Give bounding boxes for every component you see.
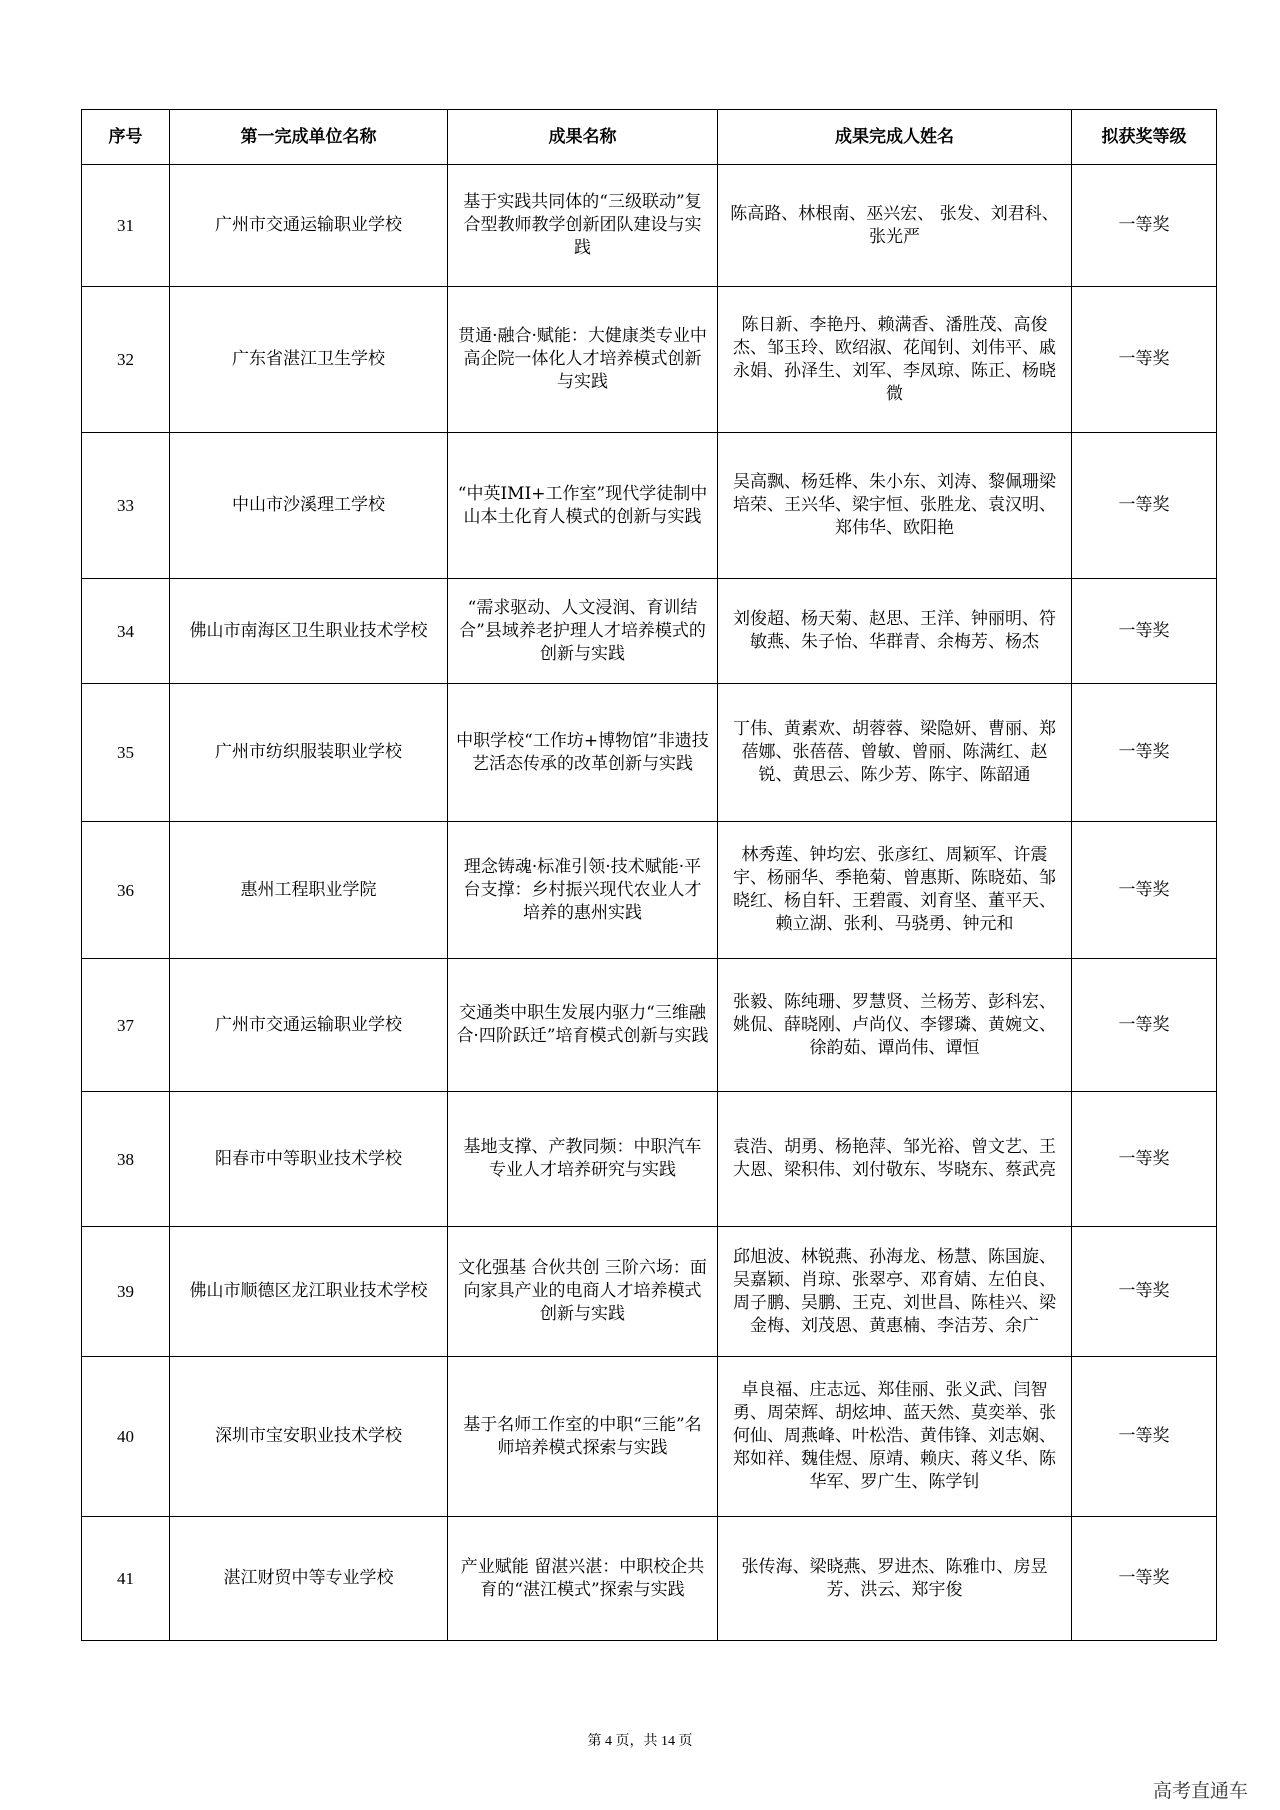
table-row <box>82 579 1217 684</box>
unit-name: 湛江财贸中等专业学校 <box>170 1517 448 1641</box>
row-number: 37 <box>82 959 170 1092</box>
unit-name: 中山市沙溪理工学校 <box>170 433 448 579</box>
table-row <box>82 287 1217 433</box>
unit-name: 佛山市南海区卫生职业技术学校 <box>170 579 448 684</box>
achievement-title: 基于实践共同体的“三级联动”复合型教师教学创新团队建设与实践 <box>448 165 718 287</box>
row-number: 40 <box>82 1357 170 1517</box>
achievement-title: 交通类中职生发展内驱力“三维融合·四阶跃迁”培育模式创新与实践 <box>448 959 718 1092</box>
award-level: 一等奖 <box>1072 165 1217 287</box>
award-level: 一等奖 <box>1072 287 1217 433</box>
award-level: 一等奖 <box>1072 1227 1217 1357</box>
team-members: 邱旭波、林锐燕、孙海龙、杨慧、陈国旋、吴嘉颖、肖琼、张翠亭、邓育婧、左伯良、周子鹏、吴鹏、王克、刘世昌、陈桂兴、梁金梅、刘茂恩、黄惠楠、李洁芳、余广 <box>718 1227 1072 1357</box>
achievement-title: 基于名师工作室的中职“三能”名师培养模式探索与实践 <box>448 1357 718 1517</box>
row-number: 31 <box>82 165 170 287</box>
page-footer: 第 4 页，共 14 页 <box>587 1734 693 1749</box>
awards-table <box>81 109 1217 1641</box>
team-members: 吴高飘、杨廷桦、朱小东、刘涛、黎佩珊梁培荣、王兴华、梁宇恒、张胜龙、袁汉明、郑伟华、欧阳艳 <box>718 433 1072 579</box>
header-no: 序号 <box>82 110 170 165</box>
award-level: 一等奖 <box>1072 1357 1217 1517</box>
table-row <box>82 684 1217 822</box>
award-level: 一等奖 <box>1072 579 1217 684</box>
unit-name: 广州市纺织服装职业学校 <box>170 684 448 822</box>
header-award: 拟获奖等级 <box>1072 110 1217 165</box>
award-level: 一等奖 <box>1072 1517 1217 1641</box>
table-row <box>82 1092 1217 1227</box>
row-number: 35 <box>82 684 170 822</box>
unit-name: 深圳市宝安职业技术学校 <box>170 1357 448 1517</box>
table-row <box>82 165 1217 287</box>
row-number: 41 <box>82 1517 170 1641</box>
team-members: 袁浩、胡勇、杨艳萍、邹光裕、曾文艺、王大恩、梁积伟、刘付敬东、岑晓东、蔡武亮 <box>718 1092 1072 1227</box>
header-people: 成果完成人姓名 <box>718 110 1072 165</box>
award-level: 一等奖 <box>1072 959 1217 1092</box>
table-row <box>82 822 1217 959</box>
table-row <box>82 1227 1217 1357</box>
table-header-row <box>82 110 1217 165</box>
row-number: 38 <box>82 1092 170 1227</box>
row-number: 34 <box>82 579 170 684</box>
row-number: 36 <box>82 822 170 959</box>
table-row <box>82 433 1217 579</box>
header-title: 成果名称 <box>448 110 718 165</box>
table-row <box>82 1357 1217 1517</box>
row-number: 39 <box>82 1227 170 1357</box>
achievement-title: 贯通·融合·赋能：大健康类专业中高企院一体化人才培养模式创新与实践 <box>448 287 718 433</box>
header-unit: 第一完成单位名称 <box>170 110 448 165</box>
achievement-title: “中英IMI+工作室”现代学徒制中山本土化育人模式的创新与实践 <box>448 433 718 579</box>
team-members: 卓良福、庄志远、郑佳丽、张义武、闫智勇、周荣辉、胡炫坤、蓝天然、莫奕举、张何仙、周燕峰、叶松浩、黄伟锋、刘志娴、郑如祥、魏佳煜、原靖、赖庆、蒋义华、陈华军、罗广生、陈学钊 <box>718 1357 1072 1517</box>
team-members: 陈高路、林根南、巫兴宏、 张发、刘君科、张光严 <box>718 165 1072 287</box>
unit-name: 广东省湛江卫生学校 <box>170 287 448 433</box>
unit-name: 阳春市中等职业技术学校 <box>170 1092 448 1227</box>
table-row <box>82 1517 1217 1641</box>
unit-name: 惠州工程职业学院 <box>170 822 448 959</box>
award-level: 一等奖 <box>1072 433 1217 579</box>
team-members: 林秀莲、钟均宏、张彦红、周颖军、许震宇、杨丽华、季艳菊、曾惠斯、陈晓茹、邹晓红、杨自轩、王碧霞、刘育坚、董平天、赖立湖、张利、马骁勇、钟元和 <box>718 822 1072 959</box>
team-members: 张传海、梁晓燕、罗进杰、陈雅巾、房昱芳、洪云、郑宇俊 <box>718 1517 1072 1641</box>
achievement-title: 理念铸魂·标准引领·技术赋能·平台支撑：乡村振兴现代农业人才培养的惠州实践 <box>448 822 718 959</box>
award-level: 一等奖 <box>1072 1092 1217 1227</box>
achievement-title: 基地支撑、产教同频：中职汽车专业人才培养研究与实践 <box>448 1092 718 1227</box>
team-members: 张毅、陈纯珊、罗慧贤、兰杨芳、彭科宏、姚侃、薛晓刚、卢尚仪、李镠璘、黄婉文、徐韵茹、谭尚伟、谭恒 <box>718 959 1072 1092</box>
award-level: 一等奖 <box>1072 822 1217 959</box>
unit-name: 广州市交通运输职业学校 <box>170 959 448 1092</box>
team-members: 陈日新、李艳丹、赖满香、潘胜茂、高俊杰、邹玉玲、欧绍淑、花闻钊、刘伟平、戚永娟、孙泽生、刘军、李凤琼、陈正、杨晓微 <box>718 287 1072 433</box>
row-number: 33 <box>82 433 170 579</box>
award-level: 一等奖 <box>1072 684 1217 822</box>
unit-name: 广州市交通运输职业学校 <box>170 165 448 287</box>
achievement-title: 中职学校“工作坊+博物馆”非遗技艺活态传承的改革创新与实践 <box>448 684 718 822</box>
team-members: 刘俊超、杨天菊、赵思、王洋、钟丽明、符敏燕、朱子怡、华群青、余梅芳、杨杰 <box>718 579 1072 684</box>
achievement-title: 产业赋能 留湛兴湛：中职校企共育的“湛江模式”探索与实践 <box>448 1517 718 1641</box>
team-members: 丁伟、黄素欢、胡蓉蓉、梁隐妍、曹丽、郑蓓娜、张蓓蓓、曾敏、曾丽、陈满红、赵锐、黄思云、陈少芳、陈宇、陈韶通 <box>718 684 1072 822</box>
table-row <box>82 959 1217 1092</box>
watermark-text: 高考直通车 <box>1152 1780 1248 1802</box>
unit-name: 佛山市顺德区龙江职业技术学校 <box>170 1227 448 1357</box>
row-number: 32 <box>82 287 170 433</box>
achievement-title: 文化强基 合伙共创 三阶六场：面向家具产业的电商人才培养模式创新与实践 <box>448 1227 718 1357</box>
achievement-title: “需求驱动、人文浸润、育训结合”县域养老护理人才培养模式的创新与实践 <box>448 579 718 684</box>
